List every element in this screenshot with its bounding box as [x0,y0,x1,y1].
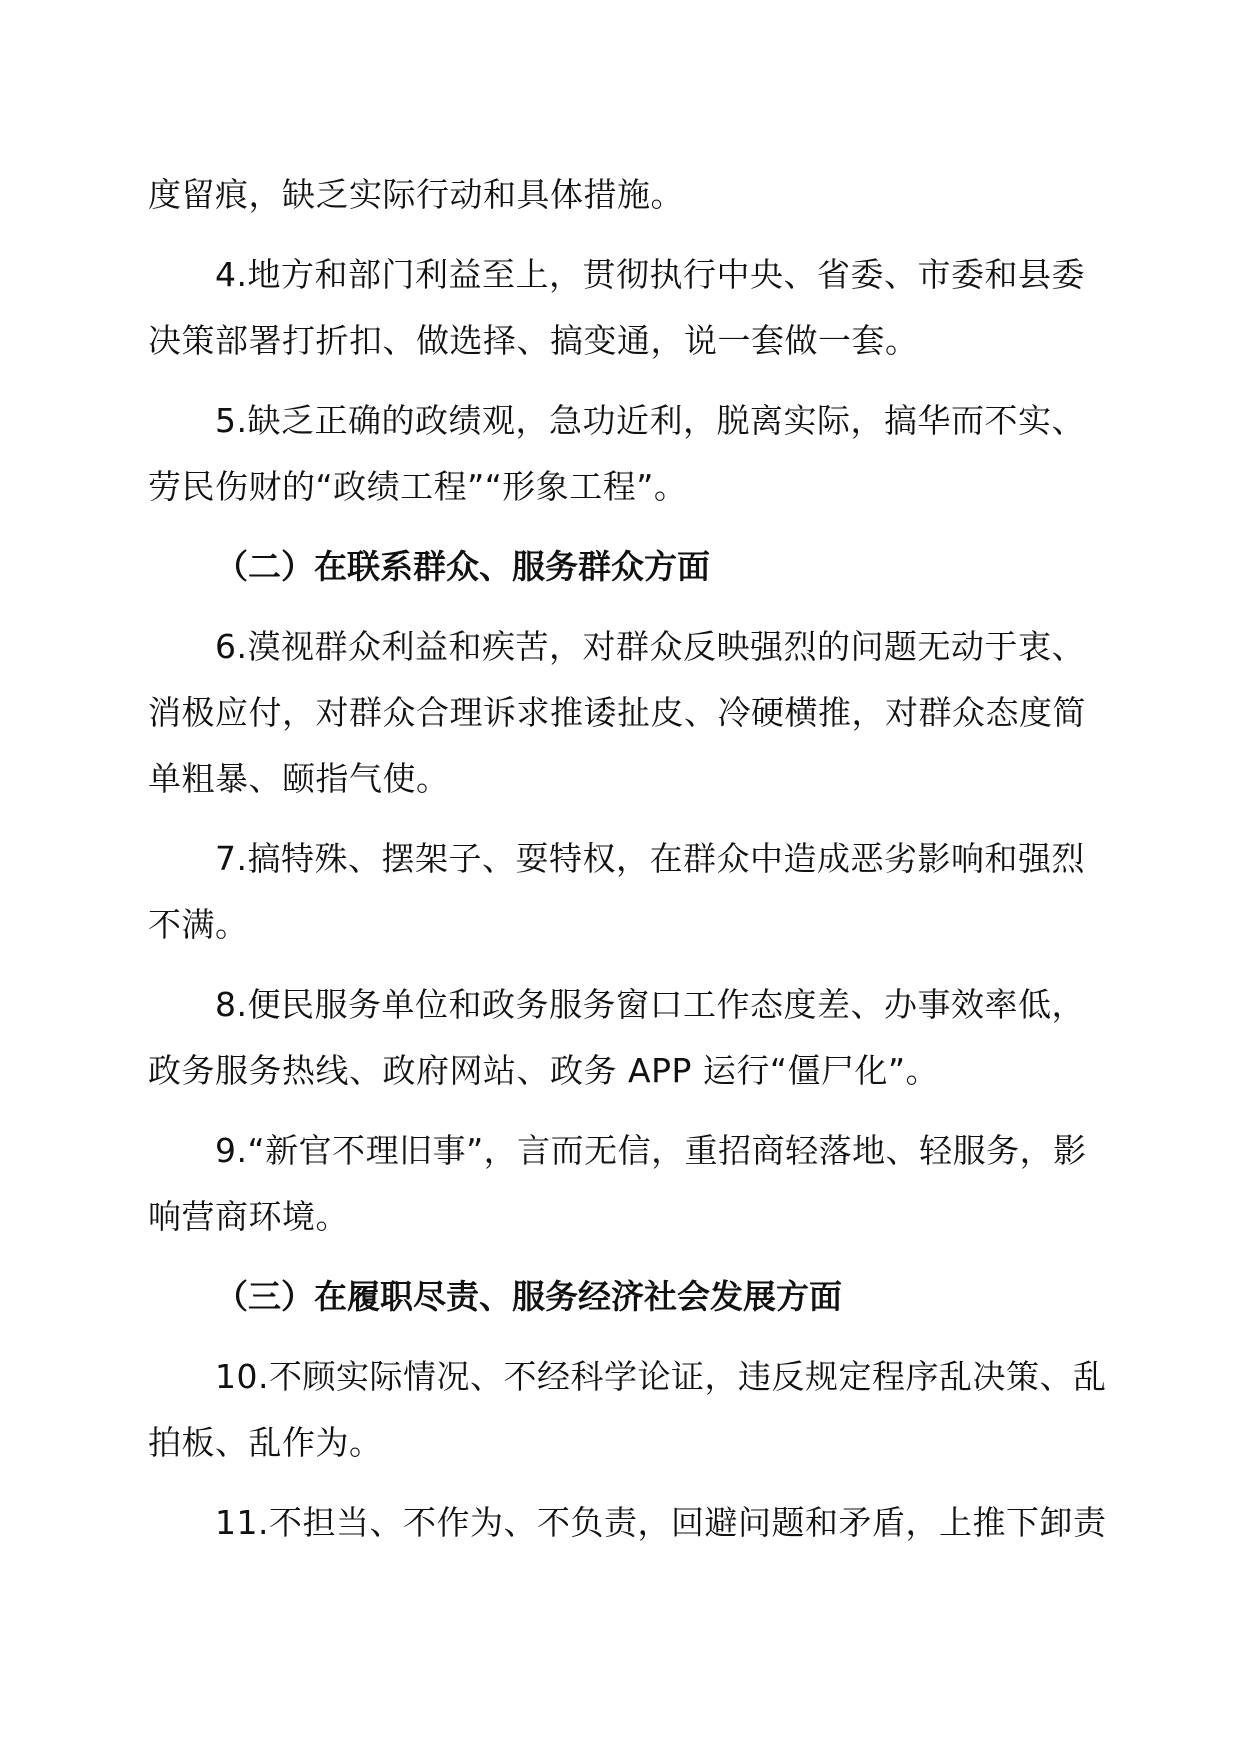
item-7-line-1: 7.搞特殊、摆架子、耍特权，在群众中造成恶劣影响和强烈 [215,839,1085,878]
item-9-line-1: 9.“新官不理旧事”，言而无信，重招商轻落地、轻服务，影 [215,1131,1087,1170]
item-6-line-3: 单粗暴、颐指气使。 [148,759,450,798]
item-6-line-1: 6.漠视群众利益和疾苦，对群众反映强烈的问题无动于衷、 [215,627,1085,666]
item-4-line-1: 4.地方和部门利益至上，贯彻执行中央、省委、市委和县委 [215,255,1085,294]
section-heading-2: （二）在联系群众、服务群众方面 [215,547,710,586]
item-6-line-2: 消极应付，对群众合理诉求推诿扯皮、冷硬横推，对群众态度简 [148,693,1086,732]
section-heading-3: （三）在履职尽责、服务经济社会发展方面 [215,1277,842,1316]
item-8-line-1: 8.便民服务单位和政务服务窗口工作态度差、办事效率低， [215,985,1085,1024]
item-4-line-2: 决策部署打折扣、做选择、搞变通，说一套做一套。 [148,321,919,360]
item-11-line-1: 11.不担当、不作为、不负责，回避问题和矛盾，上推下卸责 [215,1503,1107,1542]
item-5-line-2: 劳民伤财的“政绩工程”“形象工程”。 [148,467,688,506]
item-8-line-2: 政务服务热线、政府网站、政务 APP 运行“僵尸化”。 [148,1051,940,1090]
item-10-line-1: 10.不顾实际情况、不经科学论证，违反规定程序乱决策、乱 [215,1357,1107,1396]
item-10-line-2: 拍板、乱作为。 [148,1423,383,1462]
item-5-line-1: 5.缺乏正确的政绩观，急功近利，脱离实际，搞华而不实、 [215,401,1085,440]
paragraph-3-continuation: 度留痕，缺乏实际行动和具体措施。 [148,175,684,214]
item-9-line-2: 响营商环境。 [148,1197,349,1236]
item-7-line-2: 不满。 [148,905,249,944]
